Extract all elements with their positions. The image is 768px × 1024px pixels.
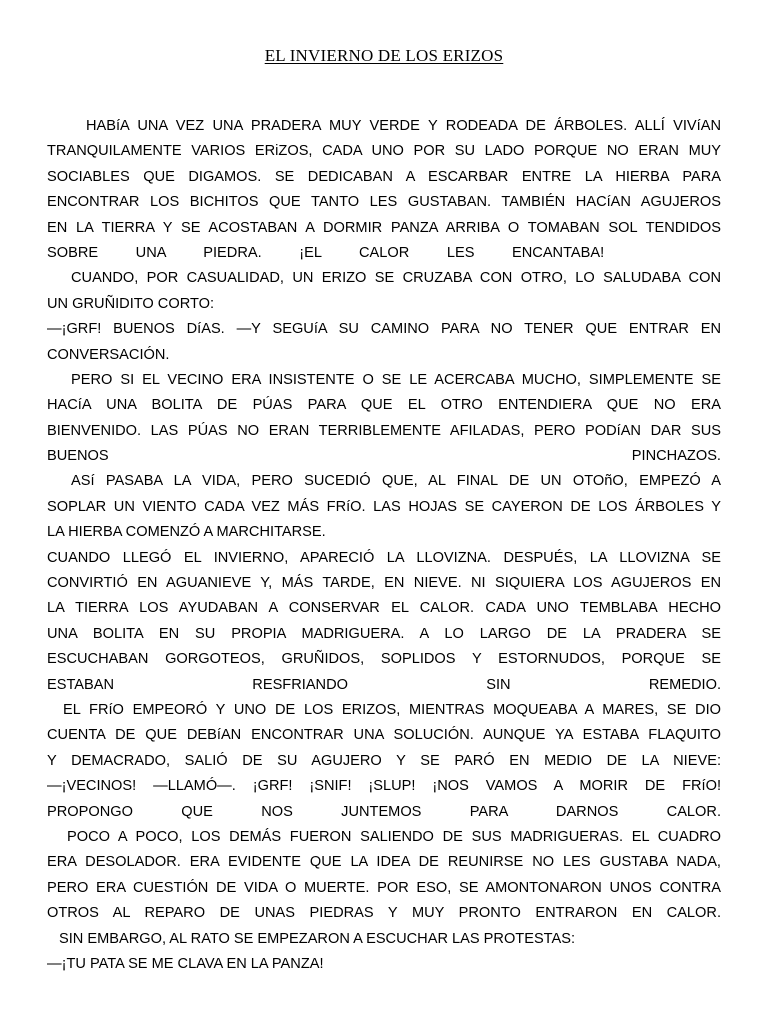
- text-line: HABíA UNA VEZ UNA PRADERA MUY VERDE Y RODEADA DE ÁRBOLES. ALLÍ VIVíAN: [86, 118, 721, 134]
- text-line: —¡VECINOS! —LLAMÓ—. ¡GRF! ¡SNIF! ¡SLUP! ¡NOS VAMOS A MORIR DE FRíO!: [47, 778, 721, 795]
- text-line: CUENTA DE QUE DEBíAN ENCONTRAR UNA SOLUCIÓN. AUNQUE YA ESTABA FLAQUITO: [47, 727, 721, 744]
- text-line: SOCIABLES QUE DIGAMOS. SE DEDICABAN A ESCARBAR ENTRE LA HIERBA PARA: [47, 168, 721, 185]
- text-line: CONVERSACIÓN.: [47, 346, 170, 363]
- text-line: CUANDO, POR CASUALIDAD, UN ERIZO SE CRUZABA CON OTRO, LO SALUDABA CON: [71, 270, 721, 287]
- text-line: —¡GRF! BUENOS DíAS. —Y SEGUíA SU CAMINO PARA NO TENER QUE ENTRAR EN: [47, 321, 721, 338]
- text-line: EN LA TIERRA Y SE ACOSTABAN A DORMIR PANZA ARRIBA O TOMABAN SOL TENDIDOS: [47, 219, 721, 236]
- text-line: BUENOS PINCHAZOS.: [47, 448, 721, 465]
- text-line: CONVIRTIÓ EN AGUANIEVE Y, MÁS TARDE, EN NIEVE. NI SIQUIERA LOS AGUJEROS EN: [47, 575, 721, 592]
- text-line: PERO ERA CUESTIÓN DE VIDA O MUERTE. POR ESO, SE AMONTONARON UNOS CONTRA: [47, 879, 721, 896]
- text-line: TRANQUILAMENTE VARIOS ERiZOS, CADA UNO POR SU LADO PORQUE NO ERAN MUY: [47, 143, 721, 160]
- text-line: —¡TU PATA SE ME CLAVA EN LA PANZA!: [47, 955, 324, 972]
- text-line: OTROS AL REPARO DE UNAS PIEDRAS Y MUY PRONTO ENTRARON EN CALOR.: [47, 905, 721, 922]
- text-line: BIENVENIDO. LAS PÚAS NO ERAN TERRIBLEMENTE AFILADAS, PERO PODíAN DAR SUS: [47, 422, 721, 439]
- text-line: ASí PASABA LA VIDA, PERO SUCEDIÓ QUE, AL FINAL DE UN OTOñO, EMPEZÓ A: [71, 473, 721, 490]
- text-line: CUANDO LLEGÓ EL INVIERNO, APARECIÓ LA LLOVIZNA. DESPUÉS, LA LLOVIZNA SE: [47, 549, 721, 566]
- text-line: ENCONTRAR LOS BICHITOS QUE TANTO LES GUSTABAN. TAMBIÉN HACíAN AGUJEROS: [47, 194, 721, 211]
- document-body: [47, 114, 721, 977]
- text-line: ESTABAN RESFRIANDO SIN REMEDIO.: [47, 676, 721, 693]
- text-line: HACíA UNA BOLITA DE PÚAS PARA QUE EL OTRO ENTENDIERA QUE NO ERA: [47, 397, 721, 414]
- text-line: Y DEMACRADO, SALIÓ DE SU AGUJERO Y SE PARÓ EN MEDIO DE LA NIEVE:: [47, 752, 721, 769]
- text-line: UNA BOLITA EN SU PROPIA MADRIGUERA. A LO LARGO DE LA PRADERA SE: [47, 625, 721, 642]
- text-line: ESCUCHABAN GORGOTEOS, GRUÑIDOS, SOPLIDOS Y ESTORNUDOS, PORQUE SE: [47, 651, 721, 668]
- text-line: LA TIERRA LOS AYUDABAN A CONSERVAR EL CALOR. CADA UNO TEMBLABA HECHO: [47, 600, 721, 617]
- text-line: SOBRE UNA PIEDRA. ¡EL CALOR LES ENCANTABA!: [47, 244, 721, 261]
- text-line: POCO A POCO, LOS DEMÁS FUERON SALIENDO DE SUS MADRIGUERAS. EL CUADRO: [67, 828, 721, 845]
- text-line: LA HIERBA COMENZÓ A MARCHITARSE.: [47, 524, 326, 541]
- text-line: ERA DESOLADOR. ERA EVIDENTE QUE LA IDEA DE REUNIRSE NO LES GUSTABA NADA,: [47, 854, 721, 871]
- text-line: SIN EMBARGO, AL RATO SE EMPEZARON A ESCUCHAR LAS PROTESTAS:: [59, 930, 576, 947]
- text-line: PROPONGO QUE NOS JUNTEMOS PARA DARNOS CALOR.: [47, 803, 721, 820]
- text-line: PERO SI EL VECINO ERA INSISTENTE O SE LE ACERCABA MUCHO, SIMPLEMENTE SE: [71, 371, 721, 388]
- text-line: EL FRíO EMPEORÓ Y UNO DE LOS ERIZOS, MIENTRAS MOQUEABA A MARES, SE DIO: [63, 701, 721, 718]
- text-line: UN GRUÑIDITO CORTO:: [47, 295, 215, 312]
- document-title: EL INVIERNO DE LOS ERIZOS: [264, 46, 504, 65]
- text-line: SOPLAR UN VIENTO CADA VEZ MÁS FRíO. LAS HOJAS SE CAYERON DE LOS ÁRBOLES Y: [47, 498, 721, 515]
